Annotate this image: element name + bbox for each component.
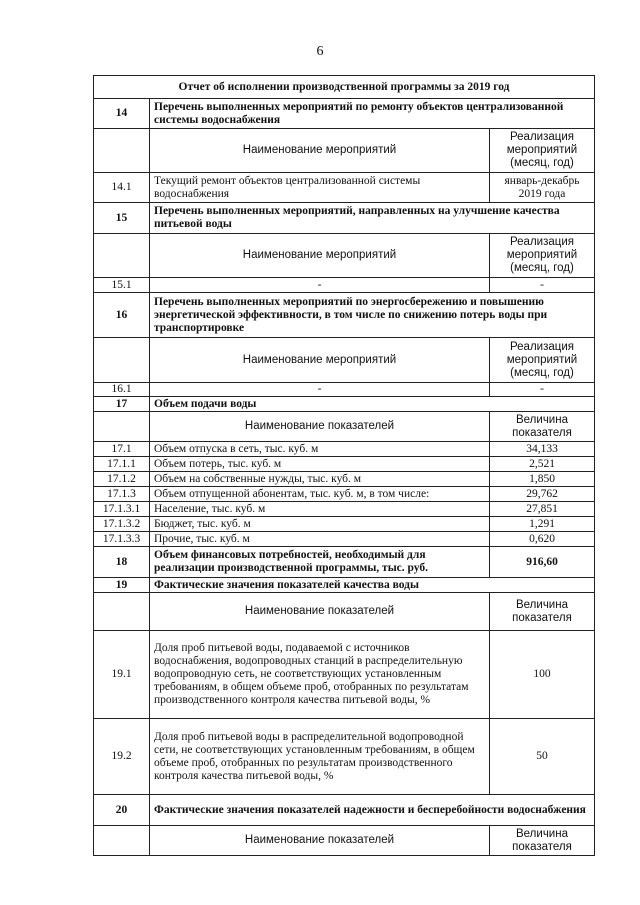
row-name: - bbox=[150, 278, 490, 293]
section-20-columns bbox=[94, 826, 595, 856]
column-header-value: Величина показателя bbox=[490, 826, 595, 856]
section-14-header bbox=[94, 99, 595, 129]
column-header-implementation: Реализация мероприятий (месяц, год) bbox=[490, 338, 595, 383]
section-heading: Объем финансовых потребностей, необходимый для реализации производственной программы, тыс. руб. bbox=[150, 547, 490, 578]
page-number: 6 bbox=[316, 44, 324, 59]
report-title: Отчет об исполнении производственной программы за 2019 год bbox=[94, 76, 595, 99]
section-heading: Перечень выполненных мероприятий, направленных на улучшение качества питьевой воды bbox=[150, 203, 595, 234]
table-row bbox=[94, 631, 595, 719]
section-value: 916,60 bbox=[490, 547, 595, 578]
row-value: 50 bbox=[490, 719, 595, 795]
column-header-name: Наименование мероприятий bbox=[150, 129, 490, 173]
row-value: - bbox=[490, 278, 595, 293]
column-header-value: Величина показателя bbox=[490, 593, 595, 631]
section-heading: Перечень выполненных мероприятий по энергосбережению и повышению энергетической эффективности, в том числе по снижению потерь воды при транспортировке bbox=[150, 293, 595, 338]
row-number: 15.1 bbox=[94, 278, 150, 293]
row-name: Население, тыс. куб. м bbox=[150, 502, 490, 517]
row-number: 17.1.3.1 bbox=[94, 502, 150, 517]
section-number: 19 bbox=[94, 578, 150, 593]
column-header-implementation: Реализация мероприятий (месяц, год) bbox=[490, 234, 595, 278]
section-heading: Фактические значения показателей надежности и бесперебойности водоснабжения bbox=[150, 795, 595, 826]
section-heading: Фактические значения показателей качества воды bbox=[150, 578, 595, 593]
row-number: 17.1.1 bbox=[94, 457, 150, 472]
column-header-name: Наименование мероприятий bbox=[150, 338, 490, 383]
section-19-columns bbox=[94, 593, 595, 631]
section-heading: Объем подачи воды bbox=[150, 397, 595, 412]
empty-cell bbox=[94, 593, 150, 631]
table-row bbox=[94, 457, 595, 472]
empty-cell bbox=[94, 338, 150, 383]
column-header-value: Величина показателя bbox=[490, 412, 595, 442]
row-name: Бюджет, тыс. куб. м bbox=[150, 517, 490, 532]
row-name: - bbox=[150, 383, 490, 397]
column-header-name: Наименование показателей bbox=[150, 412, 490, 442]
row-number: 17.1.3.2 bbox=[94, 517, 150, 532]
table-row bbox=[94, 487, 595, 502]
table-row bbox=[94, 278, 595, 293]
row-value: 1,291 bbox=[490, 517, 595, 532]
empty-cell bbox=[94, 129, 150, 173]
section-19-header bbox=[94, 578, 595, 593]
section-number: 17 bbox=[94, 397, 150, 412]
table-row bbox=[94, 502, 595, 517]
column-header-name: Наименование показателей bbox=[150, 593, 490, 631]
table-row bbox=[94, 517, 595, 532]
row-name: Объем потерь, тыс. куб. м bbox=[150, 457, 490, 472]
row-number: 17.1 bbox=[94, 442, 150, 457]
section-15-header bbox=[94, 203, 595, 234]
report-title-row bbox=[94, 76, 595, 99]
section-heading: Перечень выполненных мероприятий по ремонту объектов централизованной системы водоснабжения bbox=[150, 99, 595, 129]
table-row bbox=[94, 173, 595, 203]
row-value: 100 bbox=[490, 631, 595, 719]
row-value: 2,521 bbox=[490, 457, 595, 472]
column-header-implementation: Реализация мероприятий (месяц, год) bbox=[490, 129, 595, 173]
section-number: 20 bbox=[94, 795, 150, 826]
table-row bbox=[94, 719, 595, 795]
section-number: 14 bbox=[94, 99, 150, 129]
row-number: 17.1.3 bbox=[94, 487, 150, 502]
row-number: 14.1 bbox=[94, 173, 150, 203]
row-value: 1,850 bbox=[490, 472, 595, 487]
table-row bbox=[94, 532, 595, 547]
row-name: Объем отпущенной абонентам, тыс. куб. м, в том числе: bbox=[150, 487, 490, 502]
row-number: 16.1 bbox=[94, 383, 150, 397]
empty-cell bbox=[94, 412, 150, 442]
row-name: Прочие, тыс. куб. м bbox=[150, 532, 490, 547]
section-14-columns bbox=[94, 129, 595, 173]
row-name: Объем отпуска в сеть, тыс. куб. м bbox=[150, 442, 490, 457]
table-row bbox=[94, 442, 595, 457]
row-number: 17.1.2 bbox=[94, 472, 150, 487]
row-name: Объем на собственные нужды, тыс. куб. м bbox=[150, 472, 490, 487]
empty-cell bbox=[94, 826, 150, 856]
row-number: 19.2 bbox=[94, 719, 150, 795]
row-value: 0,620 bbox=[490, 532, 595, 547]
report-table bbox=[93, 75, 595, 856]
section-number: 16 bbox=[94, 293, 150, 338]
section-17-header bbox=[94, 397, 595, 412]
column-header-name: Наименование показателей bbox=[150, 826, 490, 856]
section-18-row bbox=[94, 547, 595, 578]
empty-cell bbox=[94, 234, 150, 278]
row-name: Доля проб питьевой воды в распределительной водопроводной сети, не соответствующих установленным требованиям, в общем объеме проб, отобранных по результатам производственного контроля качества питьевой воды, % bbox=[150, 719, 490, 795]
row-value: 27,851 bbox=[490, 502, 595, 517]
row-value: январь-декабрь 2019 года bbox=[490, 173, 595, 203]
row-name: Доля проб питьевой воды, подаваемой с источников водоснабжения, водопроводных станций в распределительную водопроводную сеть, не соответствующих установленным требованиям, в общем объеме проб, отобранных по результатам производственного контроля качества питьевой воды, % bbox=[150, 631, 490, 719]
row-number: 17.1.3.3 bbox=[94, 532, 150, 547]
row-value: 29,762 bbox=[490, 487, 595, 502]
table-row bbox=[94, 472, 595, 487]
row-value: 34,133 bbox=[490, 442, 595, 457]
section-16-columns bbox=[94, 338, 595, 383]
section-20-header bbox=[94, 795, 595, 826]
section-number: 15 bbox=[94, 203, 150, 234]
row-number: 19.1 bbox=[94, 631, 150, 719]
section-number: 18 bbox=[94, 547, 150, 578]
row-name: Текущий ремонт объектов централизованной системы водоснабжения bbox=[150, 173, 490, 203]
section-17-columns bbox=[94, 412, 595, 442]
section-15-columns bbox=[94, 234, 595, 278]
column-header-name: Наименование мероприятий bbox=[150, 234, 490, 278]
row-value: - bbox=[490, 383, 595, 397]
section-16-header bbox=[94, 293, 595, 338]
table-row bbox=[94, 383, 595, 397]
